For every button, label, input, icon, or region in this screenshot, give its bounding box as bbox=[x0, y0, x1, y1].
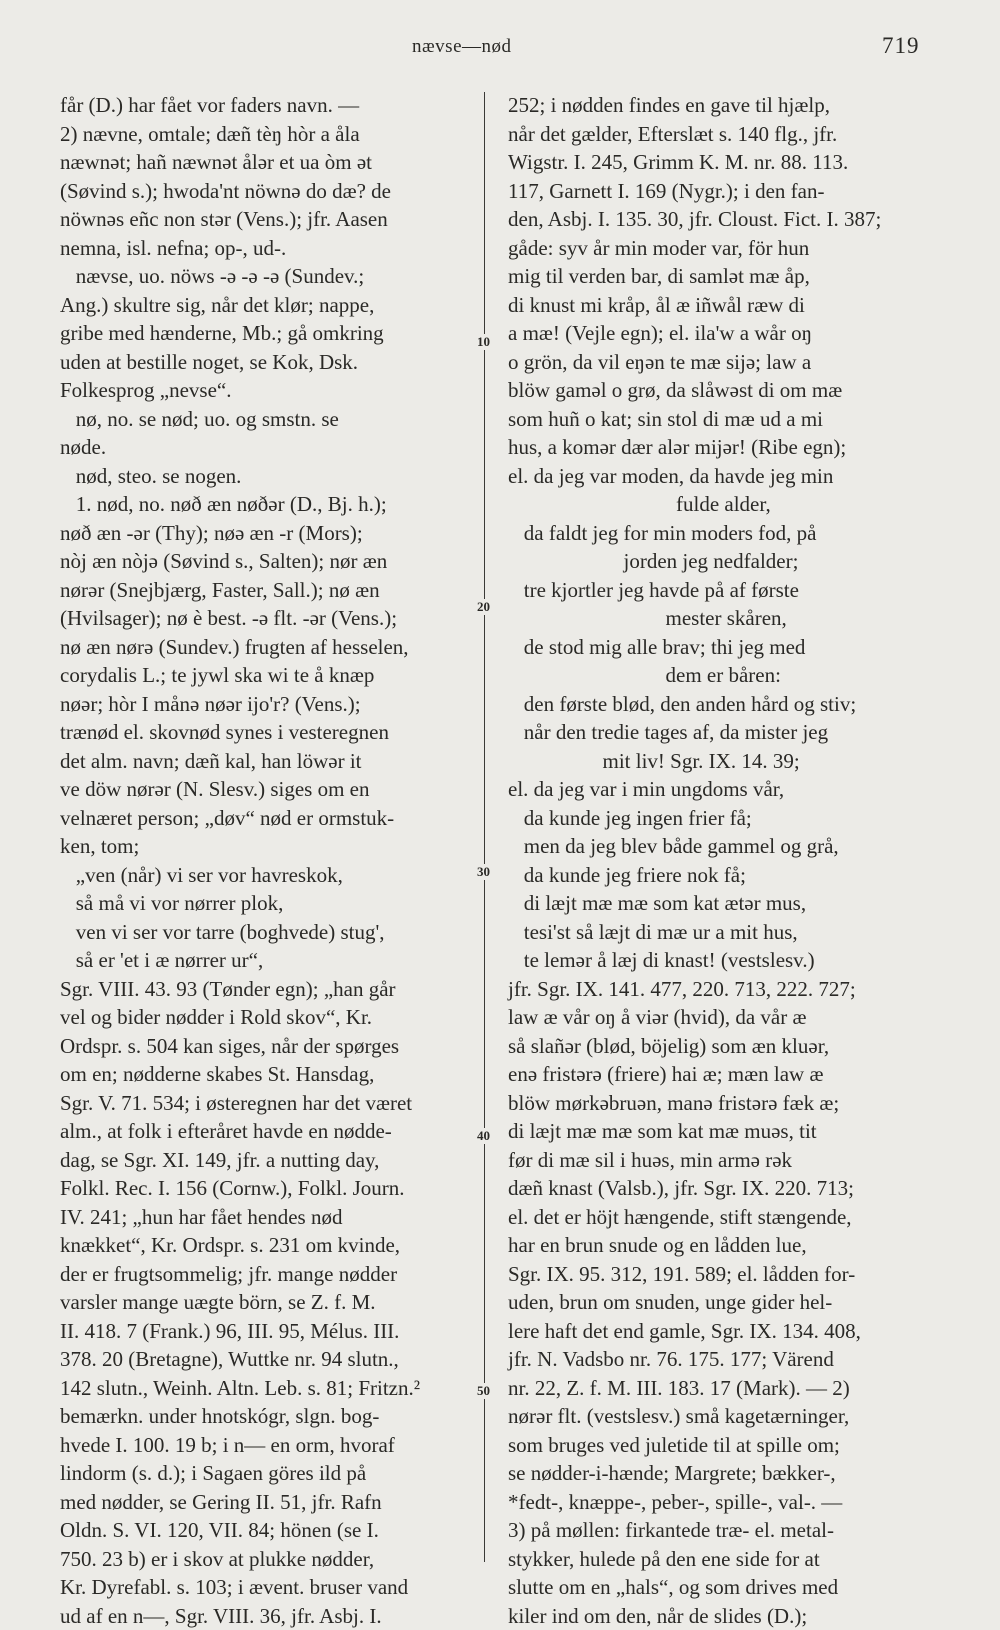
left-column-text-line: nørər (Snejbjærg, Faster, Sall.); nø æn bbox=[60, 576, 476, 605]
right-column-text-line: dem er båren: bbox=[508, 661, 936, 690]
right-column-text-line: nr. 22, Z. f. M. III. 183. 17 (Mark). — 2) bbox=[508, 1374, 936, 1403]
right-column-text-line: den første blød, den anden hård og stiv; bbox=[508, 690, 936, 719]
left-column-text-line: nøde. bbox=[60, 433, 476, 462]
right-column-text-line: når det gælder, Efterslæt s. 140 flg., jfr. bbox=[508, 120, 936, 149]
left-column-text-line: Sgr. VIII. 43. 93 (Tønder egn); „han går bbox=[60, 975, 476, 1004]
right-column-text-line: enə fristərə (friere) hai æ; mæn law æ bbox=[508, 1060, 936, 1089]
right-column-text-line: a mæ! (Vejle egn); el. ila'w a wår oŋ bbox=[508, 319, 936, 348]
left-column-text-line: ken, tom; bbox=[60, 832, 476, 861]
left-column-text-line: Folkl. Rec. I. 156 (Cornw.), Folkl. Journ. bbox=[60, 1174, 476, 1203]
right-column-text-line: stykker, hulede på den ene side for at bbox=[508, 1545, 936, 1574]
right-column-text-line: mester skåren, bbox=[508, 604, 936, 633]
left-column-text-line: ven vi ser vor tarre (boghvede) stug', bbox=[60, 918, 476, 947]
right-column-text-line: el. da jeg var moden, da havde jeg min bbox=[508, 462, 936, 491]
right-column-text-line: men da jeg blev både gammel og grå, bbox=[508, 832, 936, 861]
right-column-text-line: kiler ind om den, når de slides (D.); bbox=[508, 1602, 936, 1630]
right-column-text-line: da kunde jeg friere nok få; bbox=[508, 861, 936, 890]
right-column-text-line: når den tredie tages af, da mister jeg bbox=[508, 718, 936, 747]
right-column-text-line: har en brun snude og en lådden lue, bbox=[508, 1231, 936, 1260]
line-number-40: 40 bbox=[476, 1128, 491, 1144]
left-column-text-line: nemna, isl. nefna; op-, ud-. bbox=[60, 234, 476, 263]
right-column-text-line: 252; i nødden findes en gave til hjælp, bbox=[508, 91, 936, 120]
right-column-text-line: dæñ knast (Valsb.), jfr. Sgr. IX. 220. 713; bbox=[508, 1174, 936, 1203]
left-column-text-line: corydalis L.; te jywl ska wi te å knæp bbox=[60, 661, 476, 690]
left-column-text-line: nød, steo. se nogen. bbox=[60, 462, 476, 491]
right-column-text-line: 3) på møllen: firkantede træ- el. metal- bbox=[508, 1516, 936, 1545]
left-column-text-line: Ordspr. s. 504 kan siges, når der spørges bbox=[60, 1032, 476, 1061]
right-column-text-line: gåde: syv år min moder var, för hun bbox=[508, 234, 936, 263]
left-column-text-line: nøð æn -ər (Thy); nøə æn -r (Mors); bbox=[60, 519, 476, 548]
right-column-text-line: jfr. N. Vadsbo nr. 76. 175. 177; Värend bbox=[508, 1345, 936, 1374]
left-column-text-line: hvede I. 100. 19 b; i n— en orm, hvoraf bbox=[60, 1431, 476, 1460]
left-column-text-line: så må vi vor nørrer plok, bbox=[60, 889, 476, 918]
running-head: nævse—nød bbox=[412, 36, 512, 58]
right-column-text-line: *fedt-, knæppe-, peber-, spille-, val-. — bbox=[508, 1488, 936, 1517]
left-column-text-line: (Søvind s.); hwoda'nt nöwnə do dæ? de bbox=[60, 177, 476, 206]
right-column-text-line: mig til verden bar, di samlət mæ åp, bbox=[508, 262, 936, 291]
left-column-text-line: Kr. Dyrefabl. s. 103; i ævent. bruser vand bbox=[60, 1573, 476, 1602]
right-column-text-line: jorden jeg nedfalder; bbox=[508, 547, 936, 576]
left-column-text-line: Ang.) skultre sig, når det klør; nappe, bbox=[60, 291, 476, 320]
right-column-text-line: hus, a komər dær alər mijər! (Ribe egn); bbox=[508, 433, 936, 462]
left-column-text-line: nø, no. se nød; uo. og smstn. se bbox=[60, 405, 476, 434]
left-column bbox=[60, 91, 476, 1630]
line-number-30: 30 bbox=[476, 864, 491, 880]
left-column-text-line: 2) nævne, omtale; dæñ tèŋ hòr a åla bbox=[60, 120, 476, 149]
right-column-text-line: som bruges ved juletide til at spille om; bbox=[508, 1431, 936, 1460]
left-column-text-line: 142 slutn., Weinh. Altn. Leb. s. 81; Fritzn.² bbox=[60, 1374, 476, 1403]
right-column-text-line: Wigstr. I. 245, Grimm K. M. nr. 88. 113. bbox=[508, 148, 936, 177]
left-column-text-line: 378. 20 (Bretagne), Wuttke nr. 94 slutn., bbox=[60, 1345, 476, 1374]
left-column-text-line: trænød el. skovnød synes i vesteregnen bbox=[60, 718, 476, 747]
right-column-text-line: uden, brun om snuden, unge gider hel- bbox=[508, 1288, 936, 1317]
right-column-text-line: de stod mig alle brav; thi jeg med bbox=[508, 633, 936, 662]
left-column-text-line: 750. 23 b) er i skov at plukke nødder, bbox=[60, 1545, 476, 1574]
left-column-text-line: knækket“, Kr. Ordspr. s. 231 om kvinde, bbox=[60, 1231, 476, 1260]
left-column-text-line: Oldn. S. VI. 120, VII. 84; hönen (se I. bbox=[60, 1516, 476, 1545]
right-column-text-line: di læjt mæ mæ som kat ætər mus, bbox=[508, 889, 936, 918]
left-column-text-line: med nødder, se Gering II. 51, jfr. Rafn bbox=[60, 1488, 476, 1517]
right-column-text-line: 117, Garnett I. 169 (Nygr.); i den fan- bbox=[508, 177, 936, 206]
left-column-text-line: får (D.) har fået vor faders navn. — bbox=[60, 91, 476, 120]
left-column-text-line: bemærkn. under hnotskógr, slgn. bog- bbox=[60, 1402, 476, 1431]
left-column-text-line: 1. nød, no. nøð æn nøðər (D., Bj. h.); bbox=[60, 490, 476, 519]
left-column-text-line: varsler mange uægte börn, se Z. f. M. bbox=[60, 1288, 476, 1317]
left-column-text-line: alm., at folk i efteråret havde en nødde- bbox=[60, 1117, 476, 1146]
line-number-10: 10 bbox=[476, 334, 491, 350]
left-column-text-line: nöwnəs eñc non stər (Vens.); jfr. Aasen bbox=[60, 205, 476, 234]
right-column-text-line: law æ vår oŋ å viər (hvid), da vår æ bbox=[508, 1003, 936, 1032]
left-column-text-line: (Hvilsager); nø è best. -ə flt. -ər (Vens.); bbox=[60, 604, 476, 633]
left-column-text-line: uden at bestille noget, se Kok, Dsk. bbox=[60, 348, 476, 377]
right-column-text-line: el. det er höjt hængende, stift stængende, bbox=[508, 1203, 936, 1232]
left-column-text-line: ve döw nørər (N. Slesv.) siges om en bbox=[60, 775, 476, 804]
right-column-text-line: da faldt jeg for min moders fod, på bbox=[508, 519, 936, 548]
left-column-text-line: det alm. navn; dæñ kal, han löwər it bbox=[60, 747, 476, 776]
right-column-text-line: jfr. Sgr. IX. 141. 477, 220. 713, 222. 727; bbox=[508, 975, 936, 1004]
left-column-text-line: Sgr. V. 71. 534; i østeregnen har det været bbox=[60, 1089, 476, 1118]
left-column-text-line: II. 418. 7 (Frank.) 96, III. 95, Mélus. III. bbox=[60, 1317, 476, 1346]
left-column-text-line: nøər; hòr I månə nøər ijo'r? (Vens.); bbox=[60, 690, 476, 719]
left-column-text-line: så er 'et i æ nørrer ur“, bbox=[60, 946, 476, 975]
right-column bbox=[508, 91, 936, 1630]
left-column-text-line: ud af en n—, Sgr. VIII. 36, jfr. Asbj. I. bbox=[60, 1602, 476, 1630]
right-column-text-line: di læjt mæ mæ som kat mæ muəs, tit bbox=[508, 1117, 936, 1146]
right-column-text-line: te lemər å læj di knast! (vestslesv.) bbox=[508, 946, 936, 975]
right-column-text-line: slutte om en „hals“, og som drives med bbox=[508, 1573, 936, 1602]
right-column-text-line: el. da jeg var i min ungdoms vår, bbox=[508, 775, 936, 804]
right-column-text-line: tre kjortler jeg havde på af første bbox=[508, 576, 936, 605]
left-column-text-line: nòj æn nòjə (Søvind s., Salten); nør æn bbox=[60, 547, 476, 576]
right-column-text-line: mit liv! Sgr. IX. 14. 39; bbox=[508, 747, 936, 776]
right-column-text-line: fulde alder, bbox=[508, 490, 936, 519]
right-column-text-line: som huñ o kat; sin stol di mæ ud a mi bbox=[508, 405, 936, 434]
right-column-text-line: se nødder-i-hænde; Margrete; bækker-, bbox=[508, 1459, 936, 1488]
page-number: 719 bbox=[882, 33, 920, 59]
left-column-text-line: om en; nødderne skabes St. Hansdag, bbox=[60, 1060, 476, 1089]
left-column-text-line: Folkesprog „nevse“. bbox=[60, 376, 476, 405]
left-column-text-line: gribe med hænderne, Mb.; gå omkring bbox=[60, 319, 476, 348]
left-column-text-line: dag, se Sgr. XI. 149, jfr. a nutting day, bbox=[60, 1146, 476, 1175]
left-column-text-line: der er frugtsommelig; jfr. mange nødder bbox=[60, 1260, 476, 1289]
right-column-text-line: tesi'st så læjt di mæ ur a mit hus, bbox=[508, 918, 936, 947]
line-number-20: 20 bbox=[476, 599, 491, 615]
right-column-text-line: den, Asbj. I. 135. 30, jfr. Cloust. Fict. I. 387; bbox=[508, 205, 936, 234]
right-column-text-line: så slañər (blød, böjelig) som æn kluər, bbox=[508, 1032, 936, 1061]
right-column-text-line: o grön, da vil eŋən te mæ sijə; law a bbox=[508, 348, 936, 377]
left-column-text-line: nævse, uo. nöws -ə -ə -ə (Sundev.; bbox=[60, 262, 476, 291]
right-column-text-line: blöw mørkəbruən, manə fristərə fæk æ; bbox=[508, 1089, 936, 1118]
left-column-text-line: IV. 241; „hun har fået hendes nød bbox=[60, 1203, 476, 1232]
right-column-text-line: da kunde jeg ingen frier få; bbox=[508, 804, 936, 833]
left-column-text-line: velnæret person; „døv“ nød er ormstuk- bbox=[60, 804, 476, 833]
right-column-text-line: nørər flt. (vestslesv.) små kagetærninger, bbox=[508, 1402, 936, 1431]
column-divider bbox=[484, 92, 485, 1562]
right-column-text-line: di knust mi kråp, ål æ iñwål ræw di bbox=[508, 291, 936, 320]
left-column-text-line: nø æn nørə (Sundev.) frugten af hesselen, bbox=[60, 633, 476, 662]
left-column-text-line: vel og bider nødder i Rold skov“, Kr. bbox=[60, 1003, 476, 1032]
left-column-text-line: „ven (når) vi ser vor havreskok, bbox=[60, 861, 476, 890]
right-column-text-line: før di mæ sil i huəs, min armə rək bbox=[508, 1146, 936, 1175]
line-number-50: 50 bbox=[476, 1383, 491, 1399]
left-column-text-line: lindorm (s. d.); i Sagaen göres ild på bbox=[60, 1459, 476, 1488]
right-column-text-line: Sgr. IX. 95. 312, 191. 589; el. lådden for- bbox=[508, 1260, 936, 1289]
right-column-text-line: blöw gaməl o grø, da slåwəst di om mæ bbox=[508, 376, 936, 405]
right-column-text-line: lere haft det end gamle, Sgr. IX. 134. 408, bbox=[508, 1317, 936, 1346]
left-column-text-line: næwnət; hañ næwnət ålər et ua òm ət bbox=[60, 148, 476, 177]
